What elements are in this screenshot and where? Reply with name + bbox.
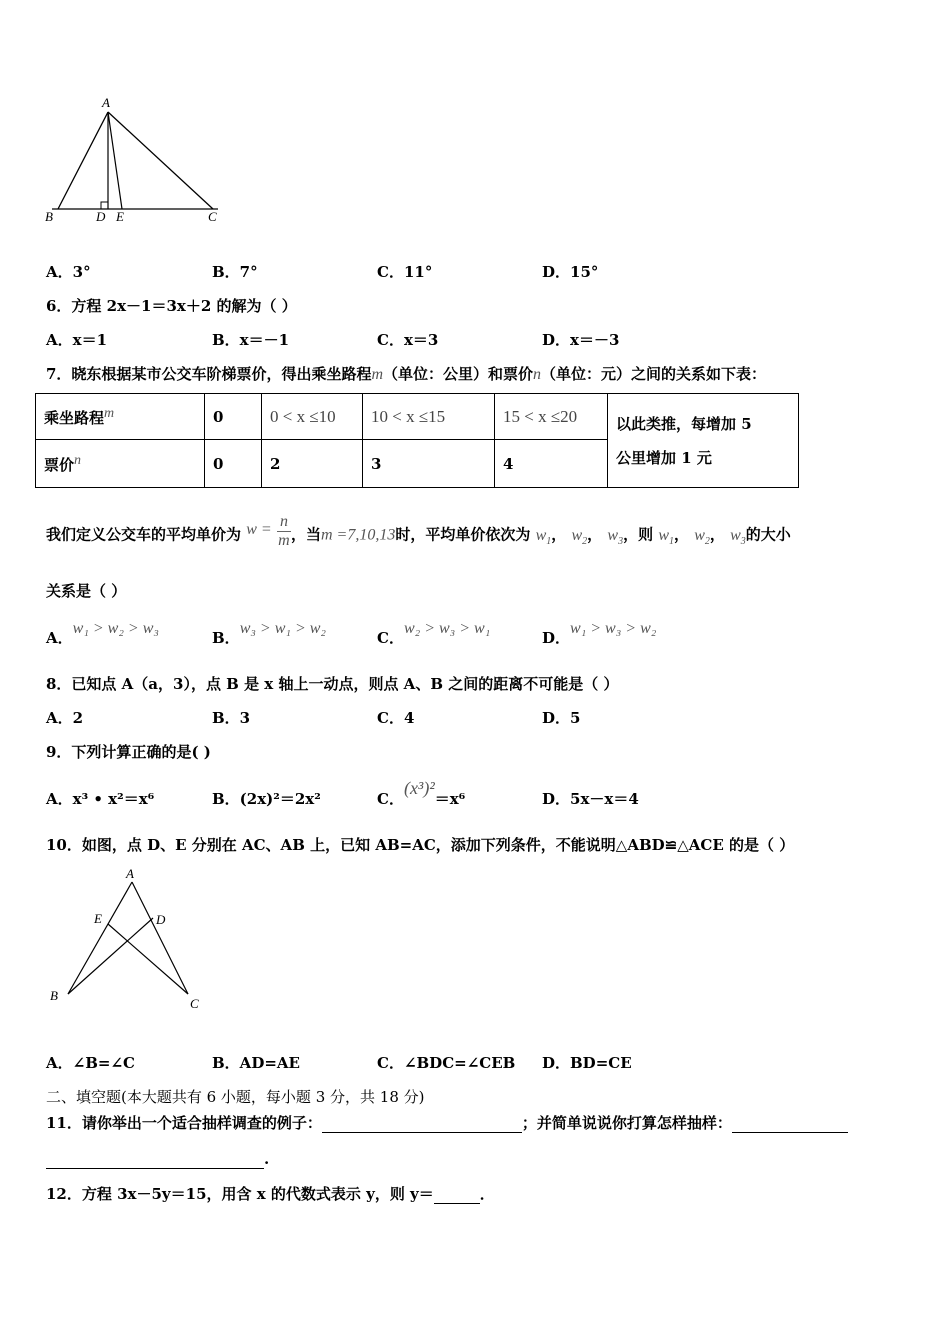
label-a: A [126, 866, 134, 881]
triangle-figure [40, 92, 240, 227]
q7-definition: 我们定义公交车的平均单价为 w = $\frac{n}{m}$ ，当m =7,10,13时，平均单价依次为 $w_1$， $w_2$， $w_3$，则 $w_1$， $w_2$， $w_3$的大小 [46, 513, 791, 549]
q8-option-a[interactable]: A．2 [46, 709, 84, 727]
q11-stem: 11．请你举出一个适合抽样调查的例子： ；并简单说说你打算怎样抽样： [46, 1112, 848, 1133]
fare-table [35, 393, 799, 488]
header-fare: 票价$^n$ [36, 440, 205, 488]
table-note: 以此类推，每增加 5 公里增加 1 元 [608, 394, 799, 488]
line-bd [68, 918, 153, 994]
q9-option-a[interactable]: A．x³ • x²＝x⁶ [46, 790, 155, 808]
label-c: C [208, 209, 217, 224]
q7-option-b[interactable]: B．w₃ > w₁ > w₂ [212, 620, 326, 647]
cell-distance-1: 0 < x ≤10 [262, 394, 363, 440]
q10-stem: 10．如图，点 D、E 分别在 AC、AB 上，已知 AB=AC，添加下列条件，不能说明△ABD≌△ACE 的是（ ） [46, 836, 795, 854]
q9-option-c[interactable]: C．(x³)²＝x⁶ [377, 778, 466, 808]
label-e: E [116, 209, 124, 224]
section-title: 二、填空题(本大题共有 6 小题，每小题 3 分，共 18 分) [46, 1088, 425, 1106]
q7-relation: 关系是（ ） [46, 582, 127, 600]
label-c: C [190, 996, 199, 1011]
q9-stem: 9．下列计算正确的是( ) [46, 743, 211, 761]
q6-option-c[interactable]: C．x＝3 [377, 331, 439, 349]
cell-fare-3: 4 [495, 440, 608, 488]
label-a: A [102, 95, 110, 110]
q12-answer-blank[interactable] [434, 1185, 480, 1204]
q9-option-d[interactable]: D．5x－x＝4 [542, 790, 639, 808]
q12-stem: 12．方程 3x－5y＝15，用含 x 的代数式表示 y，则 y＝ ． [46, 1185, 495, 1203]
q6-option-d[interactable]: D．x＝－3 [542, 331, 620, 349]
side-ab [58, 112, 108, 209]
q11-answer-blank-1[interactable] [322, 1114, 522, 1133]
q6-option-b[interactable]: B．x＝－1 [212, 331, 290, 349]
q7-option-d[interactable]: D．w₁ > w₃ > w₂ [542, 620, 657, 647]
q11-continued: . [46, 1150, 269, 1169]
cell-fare-0: 0 [205, 440, 262, 488]
q5-option-a[interactable]: A．3° [46, 263, 91, 281]
q10-option-a[interactable]: A．∠B=∠C [46, 1054, 135, 1072]
q8-option-b[interactable]: B．3 [212, 709, 251, 727]
cell-fare-1: 2 [262, 440, 363, 488]
line-ab [68, 882, 132, 994]
q9-option-b[interactable]: B．(2x)²＝2x² [212, 790, 321, 808]
q5-option-d[interactable]: D．15° [542, 263, 599, 281]
cell-distance-0: 0 [205, 394, 262, 440]
q6-stem: 6．方程 2x－1＝3x＋2 的解为（ ） [46, 297, 297, 315]
label-e: E [94, 911, 102, 926]
q10-option-b[interactable]: B．AD=AE [212, 1054, 300, 1072]
cell-fare-2: 3 [363, 440, 495, 488]
label-b: B [50, 988, 58, 1003]
line-ce [108, 924, 188, 994]
cell-distance-2: 10 < x ≤15 [363, 394, 495, 440]
label-d: D [156, 912, 166, 927]
line-ac [132, 882, 188, 994]
q7-option-a[interactable]: A．w₁ > w₂ > w₃ [46, 620, 159, 647]
q10-option-c[interactable]: C．∠BDC=∠CEB [377, 1054, 516, 1072]
side-ac [108, 112, 213, 209]
right-angle-mark [101, 202, 108, 209]
q8-option-d[interactable]: D．5 [542, 709, 581, 727]
q10-option-d[interactable]: D．BD=CE [542, 1054, 632, 1072]
cell-distance-3: 15 < x ≤20 [495, 394, 608, 440]
q11-answer-blank-3[interactable] [46, 1150, 264, 1169]
q7-stem: 7．晓东根据某市公交车阶梯票价，得出乘坐路程m（单位：公里）和票价n（单位：元）之间的关系如下表： [46, 365, 767, 383]
q8-stem: 8．已知点 A（a，3），点 B 是 x 轴上一动点，则点 A、B 之间的距离不可能是（ ） [46, 675, 619, 693]
q6-option-a[interactable]: A．x＝1 [46, 331, 108, 349]
q5-option-b[interactable]: B．7° [212, 263, 258, 281]
q8-option-c[interactable]: C．4 [377, 709, 415, 727]
q5-option-c[interactable]: C．11° [377, 263, 433, 281]
q11-answer-blank-2[interactable] [732, 1114, 848, 1133]
label-d: D [96, 209, 106, 224]
segment-ae [108, 112, 122, 209]
q7-option-c[interactable]: C．w₂ > w₃ > w₁ [377, 620, 491, 647]
header-distance: 乘坐路程$^m$ [36, 394, 205, 440]
label-b: B [45, 209, 53, 224]
intersecting-triangles-figure [40, 862, 220, 1017]
